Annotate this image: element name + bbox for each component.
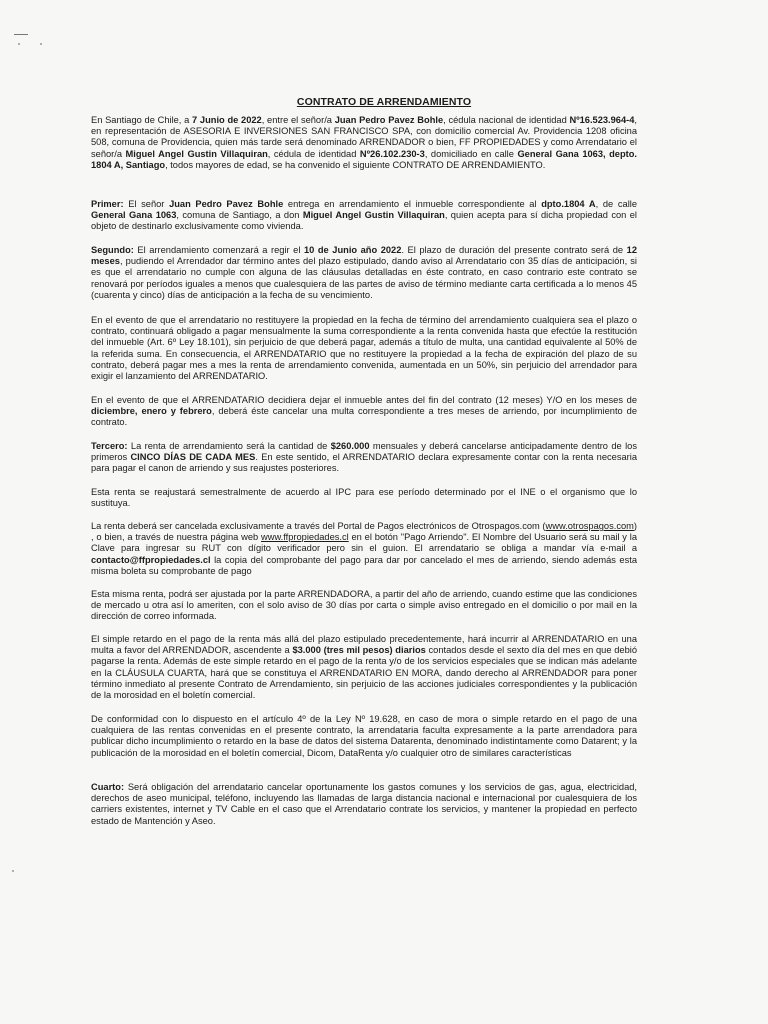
clause-primer: Primer: El señor Juan Pedro Pavez Bohle entrega en arrendamiento el inmueble correspondiente al dpto.1804 A, de calle General Gana 1063, comuna de Santiago, a don Miguel Angel Gustin Villaquiran, quien acepta para sí dicha propiedad con el objeto de destinarlo exclusivamente como vivienda. [91,199,638,232]
clause-cuarto: Cuarto: Será obligación del arrendatario cancelar oportunamente los gastos comunes y los servicios de gas, agua, electricidad, derechos de aseo municipal, teléfono, incluyendo las llamadas de larga distancia nacional e internacional por cualesquiera de los carriers existentes, internet y TV Cable en el caso que el Arrendatario contrate los servicios, y mantener la propiedad en perfecto estado de Mantención y Aseo. [91,782,637,826]
ffpropiedades-link[interactable]: www.ffpropiedades.cl [261,532,349,543]
payment-method-paragraph: La renta deberá ser cancelada exclusivamente a través del Portal de Pagos electrónicos de Otrospagos.com (www.otrospagos.com) , o bien, a través de nuestra página web www.ffpropiedades.cl en el botón "Pago Arriendo". El Nombre del Usuario será su mail y la Clave para ingresar su RUT con dígito verificador pero sin el guion. El arrendatario se obliga a mandar vía e-mail a contacto@ffpropiedades.cl la copia del comprobante del pago para dar por cancelado el mes de arriendo, siendo además esta misma boleta su comprobante de pago [91,521,637,576]
ipc-adjustment-paragraph: Esta renta se reajustará semestralmente de acuerdo al IPC para ese período determinado por el INE o el organismo que lo sustituya. [91,487,637,509]
document-title: CONTRATO DE ARRENDAMIENTO [296,96,472,108]
rent-adjustment-paragraph: Esta misma renta, podrá ser ajustada por la parte ARRENDADORA, a partir del año de arriendo, cuando estime que las condiciones de mercado u otra así lo ameriten, con el solo aviso de 30 días por carta o simple aviso entregado en el domicilio o por mail en la dirección de correo informada. [91,589,637,622]
holdover-paragraph: En el evento de que el arrendatario no restituyere la propiedad en la fecha de término del arrendamiento cualquiera sea el plazo o contrato, continuará obligado a pagar mensualmente la suma correspondiente a la renta convenida hasta que efectúe la restitución del inmueble (Art. 6º Ley 18.101), sin perjuicio de que deberá pagar, además a título de multa, una cantidad equivalente al 50% de la referida suma. En consecuencia, el ARRENDATARIO que no restituyere la propiedad a la fecha de expiración del plazo de su contrato, deberá pagar mes a mes la renta de arrendamiento convenida, aumentada en un 50%, sin perjuicio del arrendador para exigir el lanzamiento del ARRENDATARIO. [91,315,637,382]
scan-artifact-dot [18,43,20,45]
late-payment-paragraph: El simple retardo en el pago de la renta más allá del plazo estipulado precedentemente, hará incurrir al ARRENDATARIO en una multa a favor del ARRENDADOR, ascendente a $3.000 (tres mil pesos) diarios contados desde el sexto día del mes en que debió pagarse la renta. Además de este simple retardo en el pago de la renta y/o de los servicios especiales que se indican más adelante en la CLÁUSULA CUARTA, hará que se constituya el ARRENDATARIO EN MORA, dando derecho al ARRENDADOR para poner término inmediato al presente Contrato de Arrendamiento, sin perjuicio de las acciones judiciales correspondientes y la publicación de la morosidad en el boletín comercial. [91,634,637,701]
early-termination-paragraph: En el evento de que el ARRENDATARIO decidiera dejar el inmueble antes del fin del contrato (12 meses) Y/O en los meses de diciembre, enero y febrero, deberá éste cancelar una multa correspondiente a tres meses de arriendo, por incumplimiento de contrato. [91,395,637,428]
intro-paragraph: En Santiago de Chile, a 7 Junio de 2022, entre el señor/a Juan Pedro Pavez Bohle, cédula nacional de identidad Nº16.523.964-4, en representación de ASESORIA E INVERSIONES SAN FRANCISCO SPA, con domicilio comercial Av. Providencia 1208 oficina 508, comuna de Providencia, quien más tarde será denominado ARRENDADOR o bien, FF PROPIEDADES y como Arrendatario el señor/a Miguel Angel Gustin Villaquiran, cédula de identidad Nº26.102.230-3, domiciliado en calle General Gana 1063, depto. 1804 A, Santiago, todos mayores de edad, se ha convenido el siguiente CONTRATO DE ARRENDAMIENTO. [91,115,638,170]
datarenta-paragraph: De conformidad con lo dispuesto en el artículo 4º de la Ley Nº 19.628, en caso de mora o simple retardo en el pago de una cualquiera de las rentas convenidas en el presente contrato, la arrendataria faculta expresamente a la parte arrendadora para publicar dicho incumplimiento o retardo en la base de datos del sistema Datarenta, denominado indistintamente como Datarent; y la publicación de la morosidad en el boletín comercial, Dicom, DataRenta y/o cualquier otro de similares características [91,714,637,758]
scan-artifact-dot [12,870,14,872]
clause-segundo: Segundo: El arrendamiento comenzará a regir el 10 de Junio año 2022. El plazo de duración del presente contrato será de 12 meses, pudiendo el Arrendador dar término antes del plazo estipulado, dando aviso al Arrendatario con 35 días de anticipación, si es que el arrendatario no cumple con alguna de las cláusulas detalladas en éste contrato, en caso contrario este contrato se renovará por períodos iguales a menos que cualesquiera de las partes de aviso de término mediante carta certificada a lo menos 45 (cuarenta y cinco) días de anticipación a la fecha de su vencimiento. [91,245,637,300]
clause-tercero: Tercero: La renta de arrendamiento será la cantidad de $260.000 mensuales y deberá cancelarse anticipadamente dentro de los primeros CINCO DÍAS DE CADA MES. En este sentido, el ARRENDATARIO declara expresamente contar con la renta necesaria para pagar el canon de arriendo y sus reajustes posteriores. [91,441,637,474]
scan-artifact-dot [40,43,42,45]
otrospagos-link[interactable]: www.otrospagos.com [545,521,634,531]
scan-artifact [14,34,28,35]
contact-email[interactable]: contacto@ffpropiedades.cl [91,554,211,565]
